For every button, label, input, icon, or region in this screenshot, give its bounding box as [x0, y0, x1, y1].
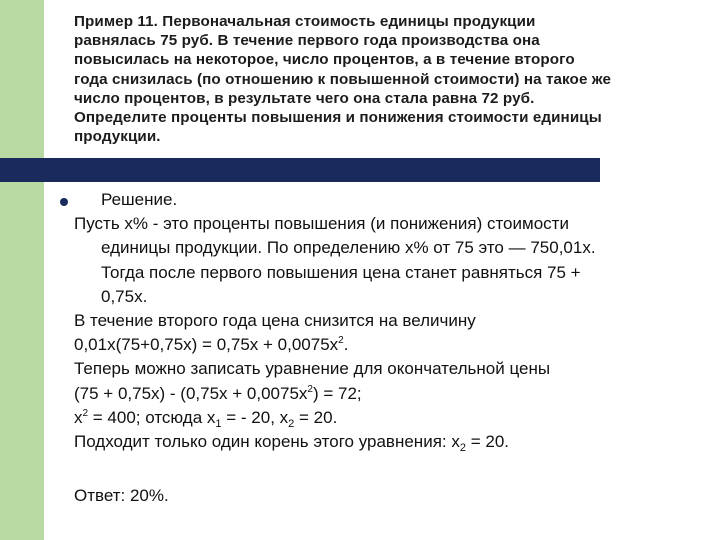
formula-text: (75 + 0,75х) - (0,75х + 0,0075х [74, 383, 308, 403]
equation-line [74, 382, 714, 406]
subscript: 2 [459, 442, 466, 455]
solution-heading: Решение. [101, 190, 178, 209]
solution-line: единицы продукции. По определению х% от 75 это — 750,01х. [101, 238, 596, 258]
solution-line: Теперь можно записать уравнение для окончательной цены [74, 359, 551, 379]
formula-text: = - 20, х [221, 407, 289, 427]
formula-text: = 20. [465, 432, 509, 452]
exponent: 2 [307, 383, 313, 395]
solution-line: 0,75х. [101, 286, 148, 306]
exponent: 2 [82, 407, 89, 419]
formula-text: . [343, 335, 349, 355]
problem-line: Пример 11. Первоначальная стоимость единицы продукции [74, 13, 536, 30]
subscript: 2 [288, 417, 295, 430]
solution-heading-line [74, 188, 714, 212]
solution-body [74, 188, 714, 508]
slide-header [0, 0, 720, 170]
formula-text: ) = 72; [312, 383, 362, 403]
formula-text: = 20. [294, 407, 338, 427]
solution-line: Пусть х% - это проценты повышения (и понижения) стоимости [74, 214, 569, 234]
problem-line: равнялась 75 руб. В течение первого года производства она [74, 32, 540, 50]
problem-statement [74, 12, 704, 146]
problem-line: повысилась на некоторое, число процентов, а в течение второго [74, 51, 575, 69]
problem-line: года снизилась (по отношению к повышенной стоимости) на такое же [74, 70, 612, 88]
formula-line [74, 333, 714, 357]
formula-text: х [74, 407, 83, 427]
header-divider-bar [0, 158, 600, 182]
solution-line: В течение второго года цена снизится на величину [74, 311, 476, 331]
formula-text: Подходит только один корень этого уравнения: х [74, 432, 460, 452]
formula-text: = 400; отсюда х [88, 407, 216, 427]
answer-line: Ответ: 20%. [74, 486, 169, 506]
problem-line: Определите проценты повышения и понижения стоимости единицы [74, 109, 602, 127]
problem-line: число процентов, в результате чего она стала равна 72 руб. [74, 89, 535, 107]
subscript: 1 [215, 417, 222, 430]
bullet-icon [60, 198, 68, 206]
formula-text: 0,01х(75+0,75х) = 0,75х + 0,0075х [74, 335, 339, 355]
spacer [74, 454, 714, 484]
solution-line: Тогда после первого повышения цена станет равняться 75 + [101, 262, 581, 282]
roots-line [74, 406, 714, 430]
problem-line: продукции. [74, 128, 161, 146]
conclusion-line [74, 430, 714, 454]
exponent: 2 [338, 335, 344, 347]
